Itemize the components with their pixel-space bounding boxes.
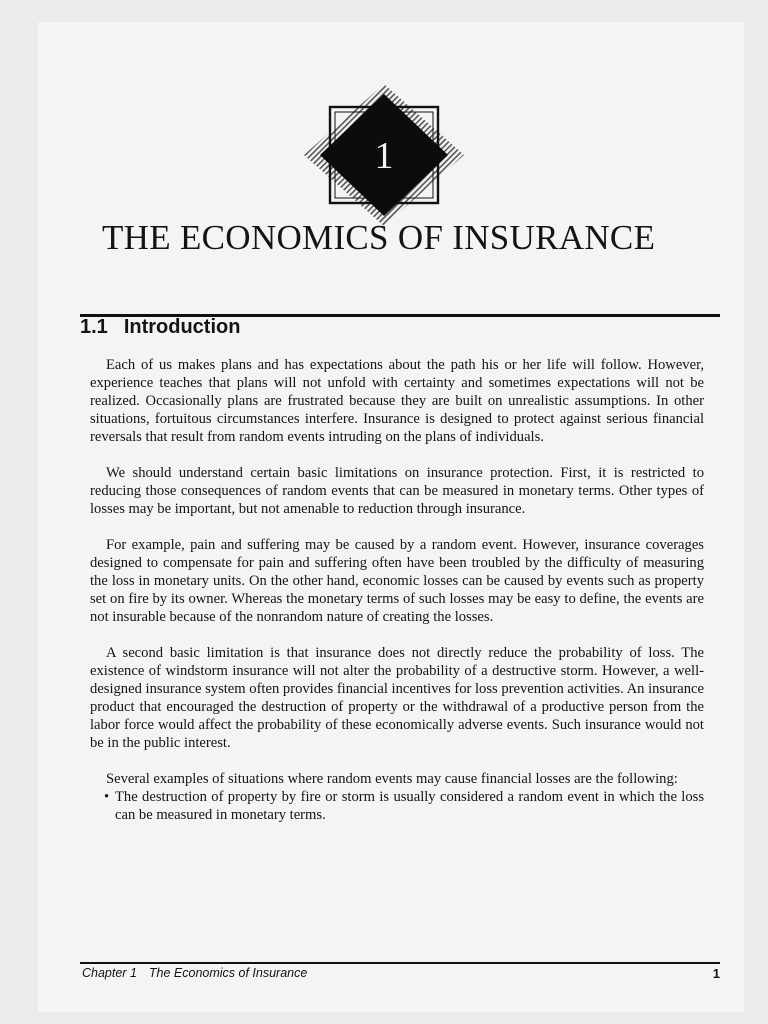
body-text <box>90 356 704 824</box>
footer-chapter-name: The Economics of Insurance <box>148 966 308 980</box>
section-heading <box>80 316 240 339</box>
running-footer <box>82 966 307 980</box>
footer-chapter-label: Chapter 1 <box>82 966 137 980</box>
paragraph: A second basic limitation is that insurance does not directly reduce the probability of loss. The existence of windstorm insurance will not alter the probability of a destructive storm. However, a well-designed insurance system often provides financial incentives for loss prevention activities. An insurance product that encouraged the destruction of property or the withdrawal of a productive person from the labor force would affect the probability of these economically adverse events. Such insurance would not be in the public interest. <box>90 645 704 751</box>
page-number: 1 <box>712 966 720 981</box>
chapter-number: 1 <box>374 135 394 177</box>
section-title: Introduction <box>123 316 241 338</box>
chapter-title: THE ECONOMICS OF INSURANCE <box>102 218 656 257</box>
bullet-item <box>104 788 704 824</box>
bullet-list <box>90 788 704 824</box>
paragraph: Each of us makes plans and has expectations about the path his or her life will follow. However, experience teaches that plans will not unfold with certainty and sometimes expectations will not be realized. Occasionally plans are frustrated because they are built on unrealistic assumptions. In other situations, fortuitous circumstances interfere. Insurance is designed to protect against serious financial reversals that result from random events intruding on the plans of individuals. <box>90 357 704 445</box>
paragraph: We should understand certain basic limitations on insurance protection. First, it is restricted to reducing those consequences of random events that can be measured in monetary terms. Other types of losses may be important, but not amenable to reduction through insurance. <box>90 465 704 517</box>
chapter-number-emblem <box>300 80 468 230</box>
page <box>38 22 744 1012</box>
paragraph: Several examples of situations where random events may cause financial losses are the following: <box>106 771 678 787</box>
bullet-symbol: • <box>104 789 110 805</box>
section-number: 1.1 <box>80 316 108 338</box>
paragraph: For example, pain and suffering may be caused by a random event. However, insurance coverages designed to compensate for pain and suffering often have been troubled by the difficulty of measuring the loss in monetary units. On the other hand, economic losses can be caused by events such as property set on fire by its owner. Whereas the monetary terms of such losses may be easy to define, the events are not insurable because of the nonrandom nature of creating the losses. <box>90 537 704 625</box>
footer-rule <box>80 962 720 964</box>
bullet-text: The destruction of property by fire or storm is usually considered a random event in which the loss can be measured in monetary terms. <box>115 789 704 823</box>
